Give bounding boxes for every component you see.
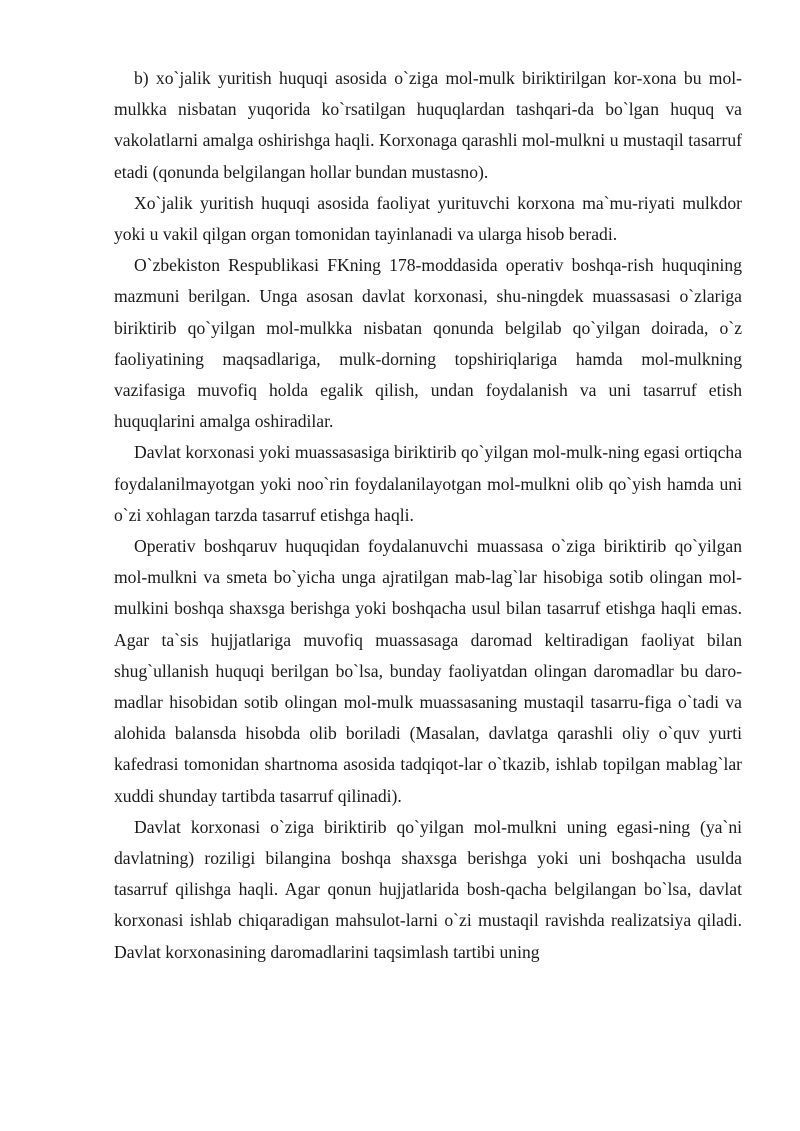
paragraph-2: Xo`jalik yuritish huquqi asosida faoliyat yurituvchi korxona ma`mu-riyati mulkdor yoki u vakil qilgan organ tomonidan tayinlanadi va ularga hisob beradi. — [114, 192, 742, 245]
paragraph-6: Davlat korxonasi o`ziga biriktirib qo`yilgan mol-mulkni uning egasi-ning (ya`ni davlatning) roziligi bilangina boshqa shaxsga berishga yoki uni boshqacha usulda tasarruf qilishga haqli. Agar qonun hujjatlarida bosh-qacha belgilangan bo`lsa, davlat korxonasi ishlab chiqaradigan mahsulot-larni o`zi mustaqil ravishda realizatsiya qiladi. Davlat korxonasining daromadlarini taqsimlash tartibi uning — [114, 816, 742, 962]
paragraph-4: Davlat korxonasi yoki muassasasiga biriktirib qo`yilgan mol-mulk-ning egasi ortiqcha foydalanilmayotgan yoki noo`rin foydalanilayotgan mol-mulkni olib qo`yish hamda uni o`zi xohlagan tarzda tasarruf etishga haqli. — [114, 442, 742, 525]
document-page — [114, 63, 742, 968]
paragraph-1: b) xo`jalik yuritish huquqi asosida o`ziga mol-mulk biriktirilgan kor-xona bu mol-mulkka nisbatan yuqorida ko`rsatilgan huquqlardan tashqari-da bo`lgan huquq va vakolatlarni amalga oshirishga haqli. Korxonaga qarashli mol-mulkni u mustaqil tasarruf etadi (qonunda belgilangan hollar bundan mustasno). — [114, 68, 742, 182]
paragraph-5: Operativ boshqaruv huquqidan foydalanuvchi muassasa o`ziga biriktirib qo`yilgan mol-mulkni va smeta bo`yicha unga ajratilgan mab-lag`lar hisobiga sotib olingan mol-mulkini boshqa shaxsga berishga yoki boshqacha usul bilan tasarruf etishga haqli emas. Agar ta`sis hujjatlariga muvofiq muassasaga daromad keltiradigan faoliyat bilan shug`ullanish huquqi berilgan bo`lsa, bunday faoliyatdan olingan daromadlar bu daro-madlar hisobidan sotib olingan mol-mulk muassasaning mustaqil tasarru-figa o`tadi va alohida balansda hisobda olib boriladi (Masalan, davlatga qarashli oliy o`quv yurti kafedrasi tomonidan shartnoma asosida tadqiqot-lar o`tkazib, ishlab topilgan mablag`lar xuddi shunday tartibda tasarruf qilinadi). — [114, 536, 742, 806]
paragraph-3: O`zbekiston Respublikasi FKning 178-moddasida operativ boshqa-rish huquqining mazmuni berilgan. Unga asosan davlat korxonasi, shu-ningdek muassasasi o`zlariga biriktirib qo`yilgan mol-mulkka nisbatan qonunda belgilab qo`yilgan doirada, o`z faoliyatining maqsadlariga, mulk-dorning topshiriqlariga hamda mol-mulkning vazifasiga muvofiq holda egalik qilish, undan foydalanish va uni tasarruf etish huquqlarini amalga oshiradilar. — [114, 255, 742, 432]
